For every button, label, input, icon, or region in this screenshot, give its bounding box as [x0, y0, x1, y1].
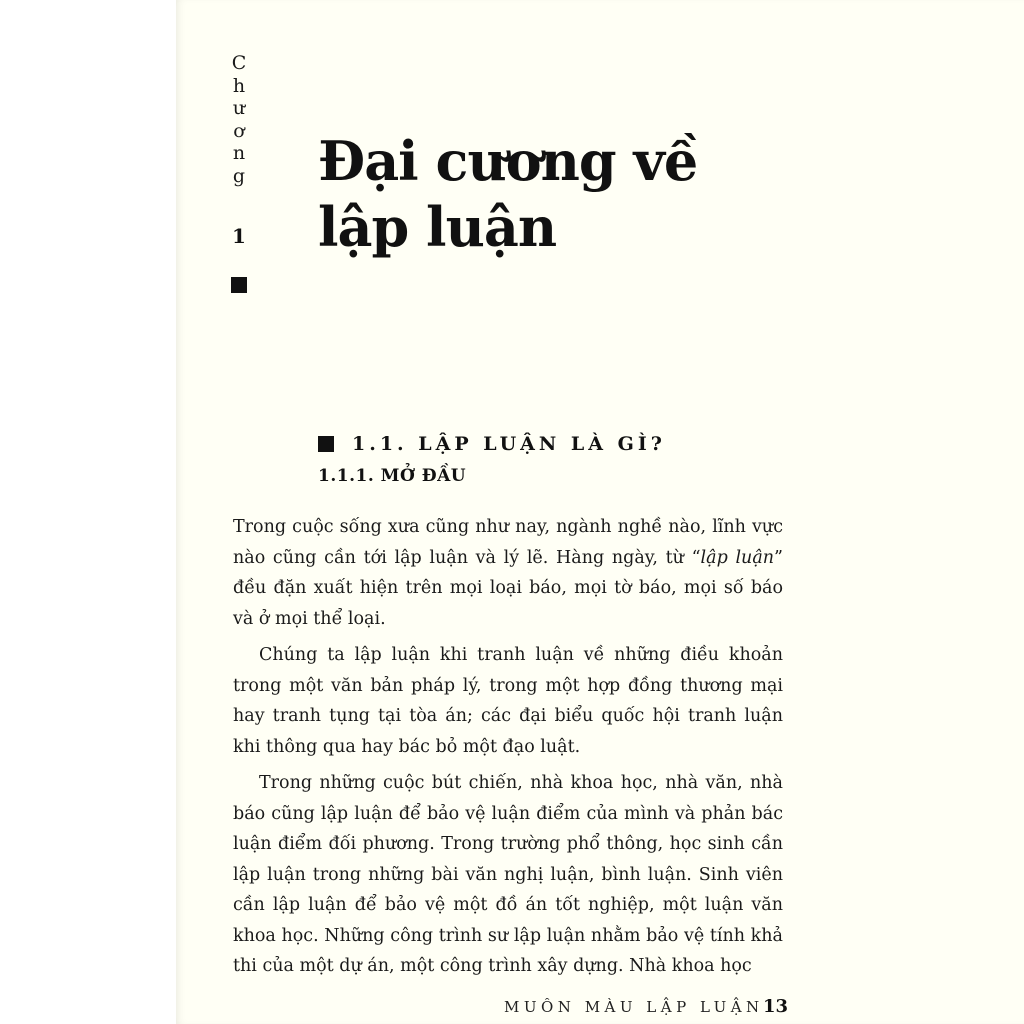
section-square-marker — [318, 436, 334, 452]
paragraph-1 — [233, 512, 783, 634]
chapter-label-letter: ư — [232, 97, 246, 119]
chapter-number: 1 — [232, 224, 246, 248]
paragraph-2: Chúng ta lập luận khi tranh luận về những điều khoản trong một văn bản pháp lý, trong một hợp đồng thương mại hay tranh tụng tại tòa án; các đại biểu quốc hội tranh luận khi thông qua hay bác bỏ một đạo luật. — [233, 645, 783, 757]
paragraph-1-italic-term: lập luận — [700, 547, 775, 568]
paragraph-3: Trong những cuộc bút chiến, nhà khoa học, nhà văn, nhà báo cũng lập luận để bảo vệ luận điểm của mình và phản bác luận điểm đối phương. Trong trường phổ thông, học sinh cần lập luận trong những bài văn nghị luận, bình luận. Sinh viên cần lập luận để bảo vệ một đồ án tốt nghiệp, một luận văn khoa học. Những công trình sư lập luận nhằm bảo vệ tính khả thi của một dự án, một công trình xây dựng. Nhà khoa học — [233, 773, 783, 976]
chapter-label-vertical — [228, 52, 250, 187]
chapter-title: Đại cương về lập luận — [318, 129, 698, 259]
chapter-label-letter: n — [232, 142, 246, 164]
section-heading — [318, 432, 666, 456]
chapter-label-letter: C — [231, 52, 247, 74]
body-text — [233, 512, 783, 988]
chapter-label-letter: ơ — [233, 119, 245, 142]
chapter-label-letter: h — [232, 74, 246, 97]
paragraph-1-text-b: ” đều đặn xuất hiện trên mọi loại báo, mọi tờ báo, mọi số báo và ở mọi thể loại. — [233, 547, 783, 629]
section-heading-text: 1.1. LẬP LUẬN LÀ GÌ? — [352, 433, 666, 455]
paragraph-1-text-a: Trong cuộc sống xưa cũng như nay, ngành nghề nào, lĩnh vực nào cũng cần tới lập luận và lý lẽ. Hàng ngày, từ “ — [233, 517, 783, 568]
running-footer-title: MUÔN MÀU LẬP LUẬN — [504, 998, 764, 1016]
subsection-heading: 1.1.1. MỞ ĐẦU — [318, 466, 467, 486]
chapter-square-marker — [231, 277, 247, 293]
chapter-label-letter: g — [232, 164, 246, 187]
page-number: 13 — [763, 996, 789, 1017]
